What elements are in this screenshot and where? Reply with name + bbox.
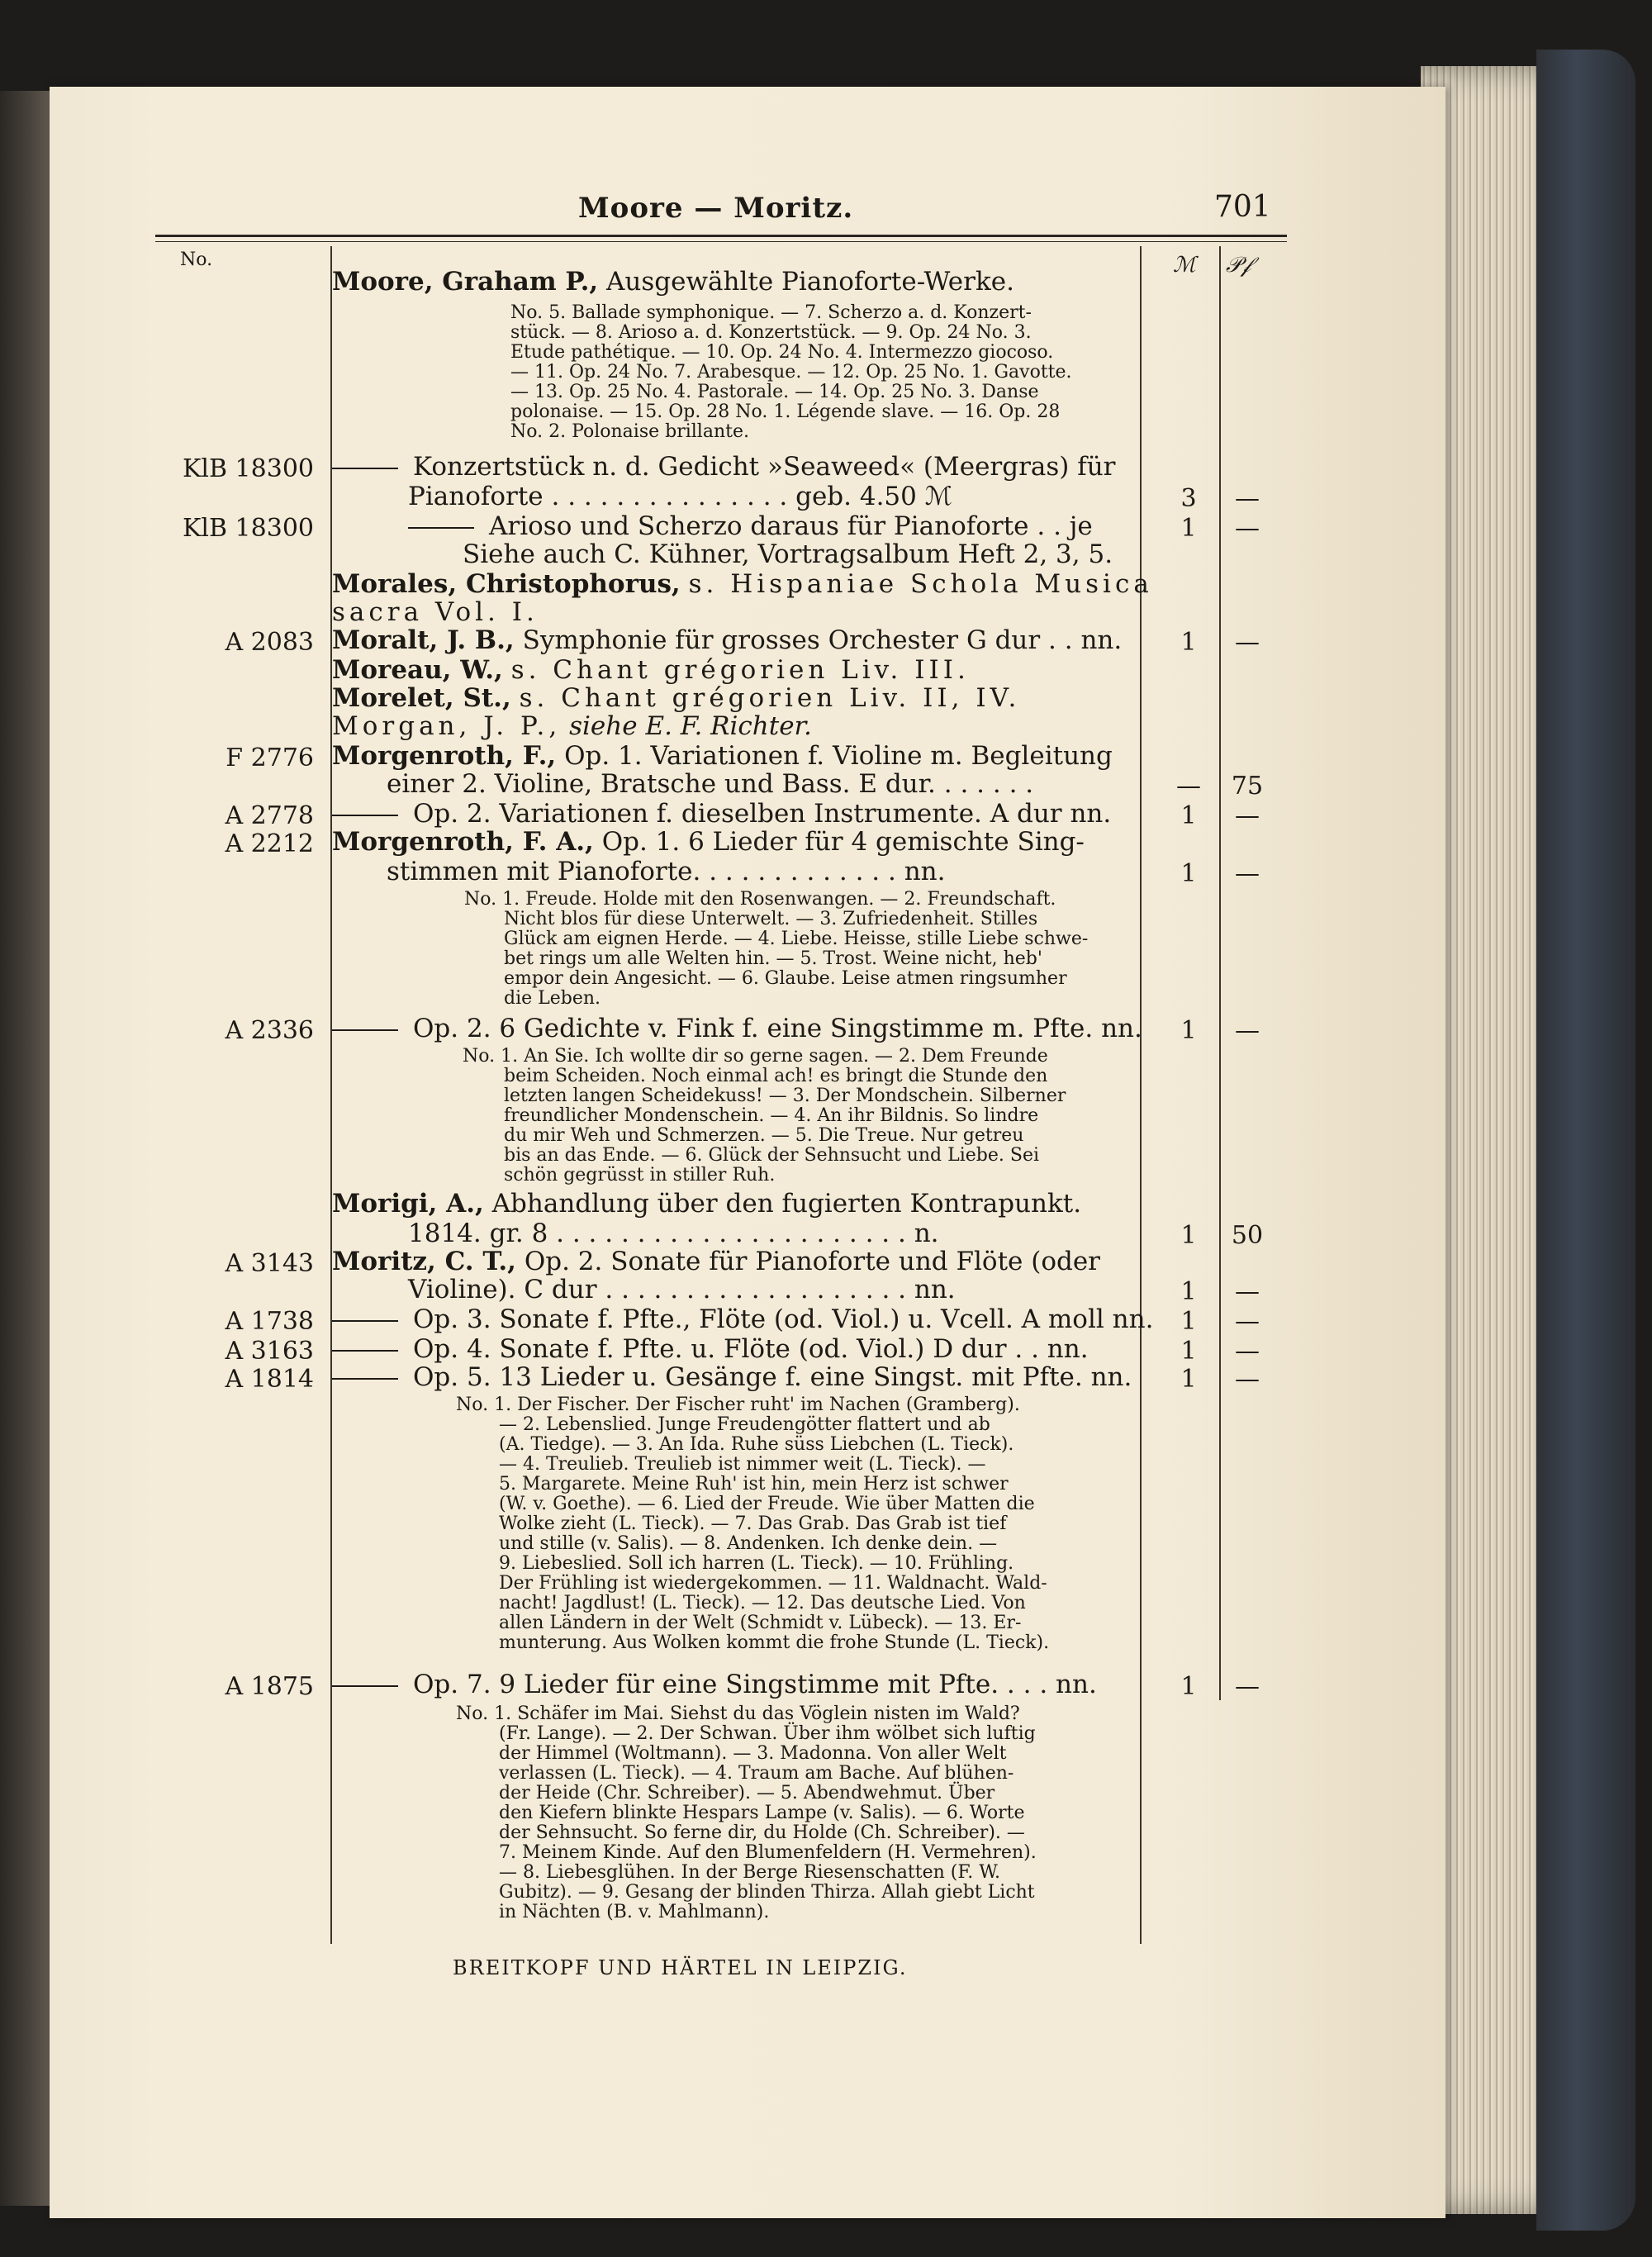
contents-line: No. 1. Schäfer im Mai. Siehst du das Vöglein nisten im Wald? (456, 1703, 1020, 1724)
price-pfennig: — (1235, 514, 1260, 543)
contents-line: nacht! Jagdlust! (L. Tieck). — 12. Das deutsche Lied. Von (499, 1593, 1026, 1613)
catalog-number: A 1814 (225, 1365, 314, 1394)
contents-line: schön gegrüsst in stiller Ruh. (504, 1165, 776, 1186)
contents-line: Der Frühling ist wiedergekommen. — 11. Waldnacht. Wald- (499, 1573, 1047, 1594)
price-pfennig: 50 (1231, 1221, 1264, 1250)
column-header-no: No. (180, 249, 213, 270)
contents-line: — 4. Treulieb. Treulieb ist nimmer weit (L. Tieck). — (499, 1454, 986, 1475)
entry-line: Morigi, A., Abhandlung über den fugierten Kontrapunkt. (332, 1189, 1082, 1219)
contents-line: freundlicher Mondenschein. — 4. An ihr Bildnis. So lindre (504, 1105, 1039, 1126)
contents-line: bet rings um alle Welten hin. — 5. Trost. Weine nicht, heb' (504, 948, 1042, 969)
contents-line: No. 2. Polonaise brillante. (510, 421, 749, 442)
catalog-number: A 3143 (225, 1249, 314, 1278)
price-pfennig: — (1235, 801, 1260, 830)
entry-line: Op. 5. 13 Lieder u. Gesänge f. eine Singst. mit Pfte. nn. (332, 1365, 1132, 1390)
contents-line: Glück am eignen Herde. — 4. Liebe. Heisse, stille Liebe schwe- (504, 929, 1089, 949)
contents-line: No. 5. Ballade symphonique. — 7. Scherzo a. d. Konzert- (510, 302, 1032, 323)
price-pfennig: — (1235, 1337, 1260, 1366)
entry-line: Op. 2. 6 Gedichte v. Fink f. eine Singstimme m. Pfte. nn. (332, 1016, 1142, 1042)
contents-line: munterung. Aus Wolken kommt die frohe Stunde (L. Tieck). (499, 1632, 1050, 1653)
contents-line: No. 1. Freude. Holde mit den Rosenwangen. — 2. Freundschaft. (464, 889, 1056, 910)
contents-line: verlassen (L. Tieck). — 4. Traum am Bache. Auf blühen- (499, 1763, 1014, 1784)
entry-line: Moreau, W., s. Chant grégorien Liv. III. (332, 655, 970, 685)
entry-line: Op. 4. Sonate f. Pfte. u. Flöte (od. Viol.) D dur . . nn. (332, 1337, 1089, 1362)
entry-line: Moritz, C. T., Op. 2. Sonate für Pianoforte und Flöte (oder (332, 1247, 1100, 1276)
book-spine (1536, 50, 1635, 2231)
entry-line: Morelet, St., s. Chant grégorien Liv. II, IV. (332, 683, 1021, 713)
catalog-number: KlB 18300 (182, 454, 314, 483)
entry-line: Op. 7. 9 Lieder für eine Singstimme mit Pfte. . . . nn. (332, 1672, 1097, 1698)
contents-line: den Kiefern blinkte Hespars Lampe (v. Salis). — 6. Worte (499, 1803, 1025, 1823)
contents-line: — 2. Lebenslied. Junge Freudengötter flattert und ab (499, 1414, 990, 1435)
publisher-footer: BREITKOPF UND HÄRTEL IN LEIPZIG. (453, 1956, 908, 1979)
entry-line: 1814. gr. 8 . . . . . . . . . . . . . . . . . . . . . . n. (408, 1219, 939, 1248)
contents-line: stück. — 8. Arioso a. d. Konzertstück. — 9. Op. 24 No. 3. (510, 322, 1032, 343)
price-mark: 1 (1180, 859, 1197, 888)
price-pfennig: — (1235, 1307, 1260, 1336)
catalog-number: A 2336 (225, 1016, 314, 1045)
contents-line: No. 1. An Sie. Ich wollte dir so gerne sagen. — 2. Dem Freunde (463, 1046, 1048, 1067)
entry-line: Violine). C dur . . . . . . . . . . . . . . . . . . . nn. (408, 1275, 956, 1304)
entry-line: Morales, Christophorus, s. Hispaniae Schola Musica (332, 569, 1153, 599)
entry-line: Arioso und Scherzo daraus für Pianoforte . . je (408, 514, 1093, 539)
contents-line: der Sehnsucht. So ferne dir, du Holde (Ch. Schreiber). — (499, 1822, 1025, 1843)
catalog-number: A 3163 (225, 1337, 314, 1366)
price-mark: 1 (1180, 1307, 1197, 1336)
contents-line: (A. Tiedge). — 3. An Ida. Ruhe süss Liebchen (L. Tieck). (499, 1434, 1014, 1455)
price-pfennig: — (1235, 1672, 1260, 1701)
entry-line: stimmen mit Pianoforte. . . . . . . . . . . . . nn. (387, 857, 946, 886)
contents-line: der Himmel (Woltmann). — 3. Madonna. Von aller Welt (499, 1743, 1007, 1764)
entry-line: Op. 3. Sonate f. Pfte., Flöte (od. Viol.) u. Vcell. A moll nn. (332, 1307, 1153, 1333)
price-mark: 1 (1180, 1016, 1197, 1045)
price-mark: 1 (1180, 1337, 1197, 1366)
price-pfennig: — (1235, 628, 1260, 657)
contents-line: Etude pathétique. — 10. Op. 24 No. 4. Intermezzo giocoso. (510, 342, 1054, 363)
contents-line: bis an das Ende. — 6. Glück der Sehnsucht und Liebe. Sei (504, 1145, 1040, 1166)
contents-line: 5. Margarete. Meine Ruh' ist hin, mein Herz ist schwer (499, 1474, 1009, 1494)
catalog-number: A 1738 (225, 1307, 314, 1336)
entry-line: einer 2. Violine, Bratsche und Bass. E dur. . . . . . . (387, 769, 1034, 799)
entry-heading: Moore, Graham P., Ausgewählte Pianoforte-Werke. (332, 267, 1014, 297)
contents-line: (W. v. Goethe). — 6. Lied der Freude. Wie über Matten die (499, 1494, 1035, 1514)
contents-line: Nicht blos für diese Unterwelt. — 3. Zufriedenheit. Stilles (504, 909, 1038, 929)
contents-line: — 8. Liebesglühen. In der Berge Riesenschatten (F. W. (499, 1862, 1000, 1883)
entry-line: Morgan, J. P., siehe E. F. Richter. (332, 711, 812, 741)
price-pfennig: — (1235, 1365, 1260, 1394)
catalog-number: A 2083 (225, 628, 314, 657)
price-mark: 1 (1180, 1221, 1197, 1250)
contents-line: polonaise. — 15. Op. 28 No. 1. Légende slave. — 16. Op. 28 (510, 402, 1061, 422)
column-header-mark: ℳ (1173, 253, 1196, 278)
entry-line: Pianoforte . . . . . . . . . . . . . . . geb. 4.50 ℳ (408, 482, 952, 511)
contents-line: du mir Weh und Schmerzen. — 5. Die Treue. Nur getreu (504, 1125, 1024, 1146)
price-pfennig: — (1235, 859, 1260, 888)
contents-line: und stille (v. Salis). — 8. Andenken. Ich denke dein. — (499, 1533, 998, 1554)
catalog-number: A 1875 (225, 1672, 314, 1701)
entry-line: Siehe auch C. Kühner, Vortragsalbum Heft 2, 3, 5. (463, 539, 1113, 569)
entry-line: Konzertstück n. d. Gedicht »Seaweed« (Meergras) für (332, 454, 1116, 480)
column-rule (1140, 246, 1142, 1944)
price-mark: 1 (1180, 1672, 1197, 1701)
price-pfennig: 75 (1231, 772, 1264, 801)
contents-line: (Fr. Lange). — 2. Der Schwan. Über ihm wölbet sich luftig (499, 1723, 1036, 1744)
contents-line: — 11. Op. 24 No. 7. Arabesque. — 12. Op. 25 No. 1. Gavotte. (510, 362, 1072, 383)
price-mark: 1 (1180, 1277, 1197, 1306)
header-rule-thin (155, 241, 1287, 242)
contents-line: empor dein Angesicht. — 6. Glaube. Leise atmen ringsumher (504, 968, 1067, 989)
contents-line: Wolke zieht (L. Tieck). — 7. Das Grab. Das Grab ist tief (499, 1513, 1007, 1534)
contents-line: der Heide (Chr. Schreiber). — 5. Abendwehmut. Über (499, 1783, 995, 1803)
price-mark: 1 (1180, 514, 1197, 543)
page-number: 701 (1214, 190, 1271, 224)
column-header-pfennig: 𝒫𝒻 (1226, 253, 1251, 278)
catalog-number: KlB 18300 (182, 514, 314, 543)
price-mark: 1 (1180, 1365, 1197, 1394)
contents-line: beim Scheiden. Noch einmal ach! es bringt die Stunde den (504, 1066, 1048, 1086)
catalog-number: A 2212 (225, 829, 314, 858)
contents-line: 9. Liebeslied. Soll ich harren (L. Tieck). — 10. Frühling. (499, 1553, 1014, 1574)
entry-line: sacra Vol. I. (332, 597, 539, 627)
price-pfennig: — (1235, 1277, 1260, 1306)
column-rule (1219, 246, 1221, 1700)
contents-line: — 13. Op. 25 No. 4. Pastorale. — 14. Op. 25 No. 3. Danse (510, 382, 1039, 402)
contents-line: die Leben. (504, 988, 601, 1009)
catalog-number: F 2776 (225, 744, 314, 772)
price-mark: — (1176, 772, 1201, 801)
contents-line: No. 1. Der Fischer. Der Fischer ruht' im Nachen (Gramberg). (456, 1395, 1020, 1415)
contents-line: in Nächten (B. v. Mahlmann). (499, 1902, 770, 1922)
contents-line: letzten langen Scheidekuss! — 3. Der Mondschein. Silberner (504, 1086, 1066, 1106)
entry-line: Morgenroth, F., Op. 1. Variationen f. Violine m. Begleitung (332, 741, 1113, 771)
contents-line: Gubitz). — 9. Gesang der blinden Thirza. Allah giebt Licht (499, 1882, 1035, 1903)
entry-line: Op. 2. Variationen f. dieselben Instrumente. A dur nn. (332, 801, 1111, 827)
price-mark: 1 (1180, 628, 1197, 657)
contents-line: 7. Meinem Kinde. Auf den Blumenfeldern (H. Vermehren). (499, 1842, 1037, 1863)
price-mark: 1 (1180, 801, 1197, 830)
price-pfennig: — (1235, 484, 1260, 513)
header-rule (155, 235, 1287, 237)
catalog-number: A 2778 (225, 801, 314, 830)
running-head: Moore — Moritz. (578, 192, 854, 225)
price-mark: 3 (1180, 484, 1197, 513)
contents-line: allen Ländern in der Welt (Schmidt v. Lübeck). — 13. Er- (499, 1613, 1022, 1633)
price-pfennig: — (1235, 1016, 1260, 1045)
entry-line: Morgenroth, F. A., Op. 1. 6 Lieder für 4 gemischte Sing- (332, 827, 1085, 857)
entry-line: Moralt, J. B., Symphonie für grosses Orchester G dur . . nn. (332, 625, 1123, 655)
